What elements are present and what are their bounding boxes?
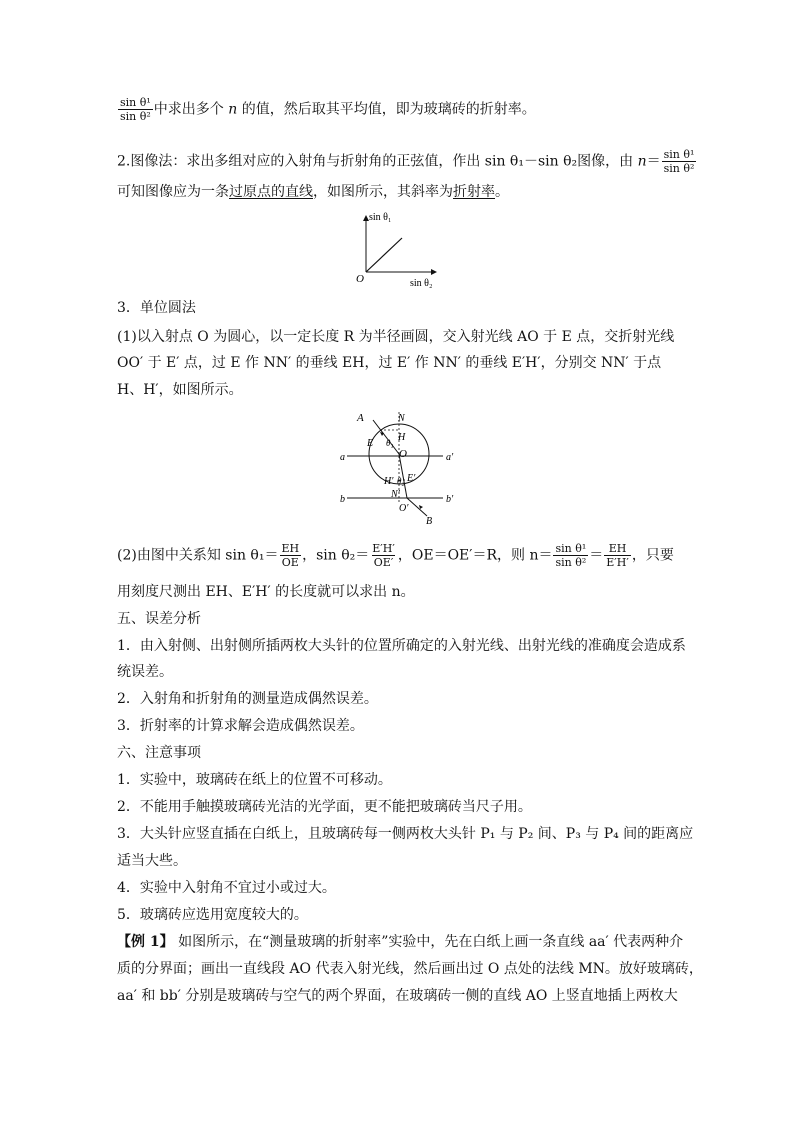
label-theta2: θ₂ <box>397 476 405 486</box>
label-a-prime: a′ <box>446 452 454 463</box>
section6-item3-line1: 3．大头针应竖直插在白纸上，且玻璃砖每一侧两枚大头针 P₁ 与 P₂ 间、P₃ 与 P₄ 间的距离应 <box>117 826 694 842</box>
method3-p1-line3: H、H′，如图所示。 <box>117 382 243 398</box>
incident-ray <box>373 420 399 454</box>
section6-title: 六、注意事项 <box>117 745 201 761</box>
section5-item1-line2: 统误差。 <box>117 664 173 680</box>
fraction-EH-prime-OE-prime: $\frac{E'H'}{OE'}$ <box>372 542 395 569</box>
label-a: a <box>340 452 345 463</box>
section5-item3: 3．折射率的计算求解会造成偶然误差。 <box>117 718 364 734</box>
example-label: 【例 1】 <box>117 934 174 950</box>
y-axis-label: sin θ₁ <box>369 212 392 223</box>
section6-item4: 4．实验中入射角不宜过小或过大。 <box>117 880 336 896</box>
label-O: O <box>399 448 407 460</box>
fraction-EH-over-EH-prime: $\frac{EH}{E'H'}$ <box>606 542 629 569</box>
fraction-sin-ratio-3: $\frac{\text{sin θ¹}}{\text{sin θ²}}$ <box>555 542 587 569</box>
label-A: A <box>357 412 364 424</box>
label-B: B <box>426 516 433 527</box>
origin-label: O <box>356 273 364 285</box>
fraction-sin-ratio: $\frac{\text{sin θ¹}}{\text{sin θ²}}$ <box>120 96 151 123</box>
example1-line2: 质的分界面；画出一直线段 AO 代表入射光线，然后画出过 O 点处的法线 MN。放好玻璃砖， <box>117 961 703 977</box>
sine-graph <box>350 208 450 290</box>
fraction-sin-ratio-2: $\frac{\text{sin θ¹}}{\text{sin θ²}}$ <box>663 148 695 175</box>
section6-item1: 1．实验中，玻璃砖在纸上的位置不可移动。 <box>117 772 392 788</box>
example1-line1: 【例 1】 如图所示，在“测量玻璃的折射率”实验中，先在白纸上画一条直线 aa′ 代表两种介 <box>117 934 684 950</box>
fraction-EH-OE: $\frac{EH}{OE}$ <box>281 542 300 569</box>
method3-p1-line2: OO′ 于 E′ 点，过 E 作 NN′ 的垂线 EH，过 E′ 作 NN′ 的垂线 E′H′，分别交 NN′ 于点 <box>117 355 662 371</box>
section5-title: 五、误差分析 <box>117 611 201 627</box>
section5-item2: 2．入射角和折射角的测量造成偶然误差。 <box>117 691 378 707</box>
formula-line-1: $\frac{\text{sin θ¹}}{\text{sin θ²}}$ 中求出多个 n 的值，然后取其平均值，即为玻璃砖的折射率。 <box>120 96 536 123</box>
p2-line2: 用刻度尺测出 EH、E′H′ 的长度就可以求出 n。 <box>117 584 415 600</box>
section6-item5: 5．玻璃砖应选用宽度较大的。 <box>117 907 308 923</box>
label-b: b <box>340 494 345 505</box>
unit-circle-diagram <box>335 408 465 530</box>
example1-line3: aa′ 和 bb′ 分别是玻璃砖与空气的两个界面，在玻璃砖一侧的直线 AO 上竖直地插上两枚大 <box>117 988 678 1004</box>
method3-p1-line1: (1)以入射点 O 为圆心，以一定长度 R 为半径画圆，交入射光线 AO 于 E 点，交折射光线 <box>117 329 675 345</box>
data-line <box>366 238 402 272</box>
label-E-prime: E′ <box>407 473 416 484</box>
section6-item2: 2．不能用手触摸玻璃砖光洁的光学面，更不能把玻璃砖当尺子用。 <box>117 799 532 815</box>
x-axis-label: sin θ₂ <box>410 278 433 289</box>
label-E: E <box>367 438 374 449</box>
section6-item3-line2: 适当大些。 <box>117 853 187 869</box>
exit-ray <box>407 498 427 516</box>
label-H: H <box>398 432 406 443</box>
p2-line1: (2)由图中关系知 sin θ₁＝ $\frac{EH}{OE}$ ，sin θ₂＝ $\frac{E'H'}{OE'}$ ，OE＝OE′＝R，则 n＝ $\frac{\text{sin θ¹}}{\text{sin θ²}}$ ＝ $\frac{EH}{E'H'}$ ，只要 <box>117 542 674 569</box>
label-theta1: θ₁ <box>386 438 394 448</box>
method2-line1: 2.图像法：求出多组对应的入射角与折射角的正弦值，作出 sin θ₁－sin θ₂图像，由 n＝ $\frac{\text{sin θ¹}}{\text{sin θ²}}$ <box>117 148 695 175</box>
label-H-prime: H′ <box>384 476 394 487</box>
label-N: N <box>398 413 405 424</box>
exit-arrow <box>419 505 423 509</box>
method2-line2: 可知图像应为一条过原点的直线，如图所示，其斜率为折射率。 <box>117 184 509 200</box>
label-b-prime: b′ <box>446 494 454 505</box>
label-N-prime: N′ <box>391 489 400 500</box>
method3-title: 3．单位圆法 <box>117 300 196 316</box>
label-O-prime: O′ <box>399 503 409 514</box>
section5-item1-line1: 1．由入射侧、出射侧所插两枚大头针的位置所确定的入射光线、出射光线的准确度会造成系 <box>117 638 686 654</box>
